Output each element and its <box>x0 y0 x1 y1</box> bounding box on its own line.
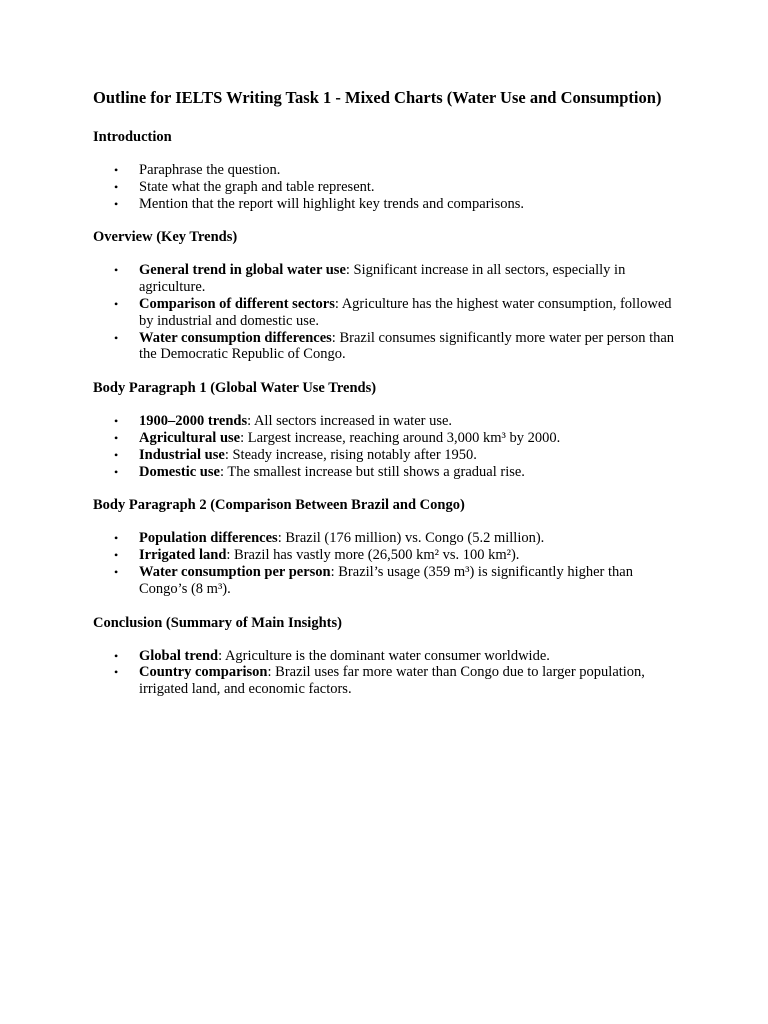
bullet-icon: • <box>114 196 119 211</box>
document-title: Outline for IELTS Writing Task 1 - Mixed Charts (Water Use and Consumption) <box>93 88 662 107</box>
bullet-icon: • <box>114 430 119 445</box>
bullet-icon: • <box>114 464 119 479</box>
section-heading-body2: Body Paragraph 2 (Comparison Between Brazil and Congo) <box>93 497 465 514</box>
item-term: Global trend <box>139 647 219 664</box>
section-heading-body1: Body Paragraph 1 (Global Water Use Trends) <box>93 380 377 397</box>
item-text: : Steady increase, rising notably after 1950. <box>224 446 477 463</box>
list-item <box>93 530 683 547</box>
item-term: Irrigated land <box>139 547 227 564</box>
bullet-icon: • <box>114 296 119 311</box>
list-item <box>93 447 683 464</box>
list-item <box>93 262 683 296</box>
item-text: : Agriculture has the highest water consumption, followed by industrial and domestic use. <box>139 295 672 329</box>
list-item <box>93 196 683 213</box>
document-page <box>93 88 683 714</box>
list-item <box>93 547 683 564</box>
bullet-icon: • <box>114 648 119 663</box>
list-item <box>93 430 683 447</box>
list-item <box>93 413 683 430</box>
item-term: General trend in global water use <box>139 262 346 279</box>
overview-list <box>93 262 683 363</box>
item-text: : Agriculture is the dominant water consumer worldwide. <box>218 647 550 664</box>
item-term: Industrial use <box>139 446 225 463</box>
bullet-icon: • <box>114 447 119 462</box>
bullet-icon: • <box>114 330 119 345</box>
item-text: : All sectors increased in water use. <box>247 413 453 430</box>
item-text: : Brazil consumes significantly more water per person than the Democratic Republic of Congo. <box>139 329 675 363</box>
body1-list <box>93 413 683 480</box>
list-item <box>93 330 683 364</box>
item-term: Water consumption differences <box>139 329 332 346</box>
item-text: State what the graph and table represent. <box>139 178 375 195</box>
body2-list <box>93 530 683 597</box>
section-heading-introduction: Introduction <box>93 129 172 145</box>
list-item <box>93 162 683 179</box>
item-term: Population differences <box>139 530 278 547</box>
item-text: : Largest increase, reaching around 3,000 km³ by 2000. <box>240 429 561 446</box>
list-item <box>93 564 683 598</box>
conclusion-list <box>93 648 683 698</box>
list-item <box>93 179 683 196</box>
item-term: Country comparison <box>139 664 268 681</box>
introduction-list <box>93 162 683 212</box>
item-term: 1900–2000 trends <box>139 413 248 430</box>
item-term: Water consumption per person <box>139 563 331 580</box>
list-item <box>93 464 683 481</box>
bullet-icon: • <box>114 564 119 579</box>
bullet-icon: • <box>114 531 119 546</box>
item-text: : Brazil’s usage (359 m³) is significantly higher than Congo’s (8 m³). <box>139 563 633 597</box>
bullet-icon: • <box>114 665 119 680</box>
bullet-icon: • <box>114 548 119 563</box>
item-term: Comparison of different sectors <box>139 295 335 312</box>
item-term: Agricultural use <box>139 429 241 446</box>
bullet-icon: • <box>114 263 119 278</box>
item-text: : The smallest increase but still shows a gradual rise. <box>219 463 525 480</box>
bullet-icon: • <box>114 163 119 177</box>
item-term: Domestic use <box>139 463 220 480</box>
list-item <box>93 648 683 665</box>
bullet-icon: • <box>114 179 119 194</box>
item-text: Paraphrase the question. <box>139 162 281 178</box>
item-text: : Brazil uses far more water than Congo due to larger population, irrigated land, and economic factors. <box>139 664 645 698</box>
item-text: Mention that the report will highlight key trends and comparisons. <box>139 195 524 212</box>
section-heading-overview: Overview (Key Trends) <box>93 229 238 246</box>
item-text: : Brazil (176 million) vs. Congo (5.2 million). <box>277 530 545 547</box>
section-heading-conclusion: Conclusion (Summary of Main Insights) <box>93 614 342 631</box>
item-text: : Brazil has vastly more (26,500 km² vs. 100 km²). <box>226 547 520 564</box>
list-item <box>93 664 683 698</box>
item-text: : Significant increase in all sectors, especially in agriculture. <box>139 262 626 296</box>
bullet-icon: • <box>114 414 119 429</box>
list-item <box>93 296 683 330</box>
